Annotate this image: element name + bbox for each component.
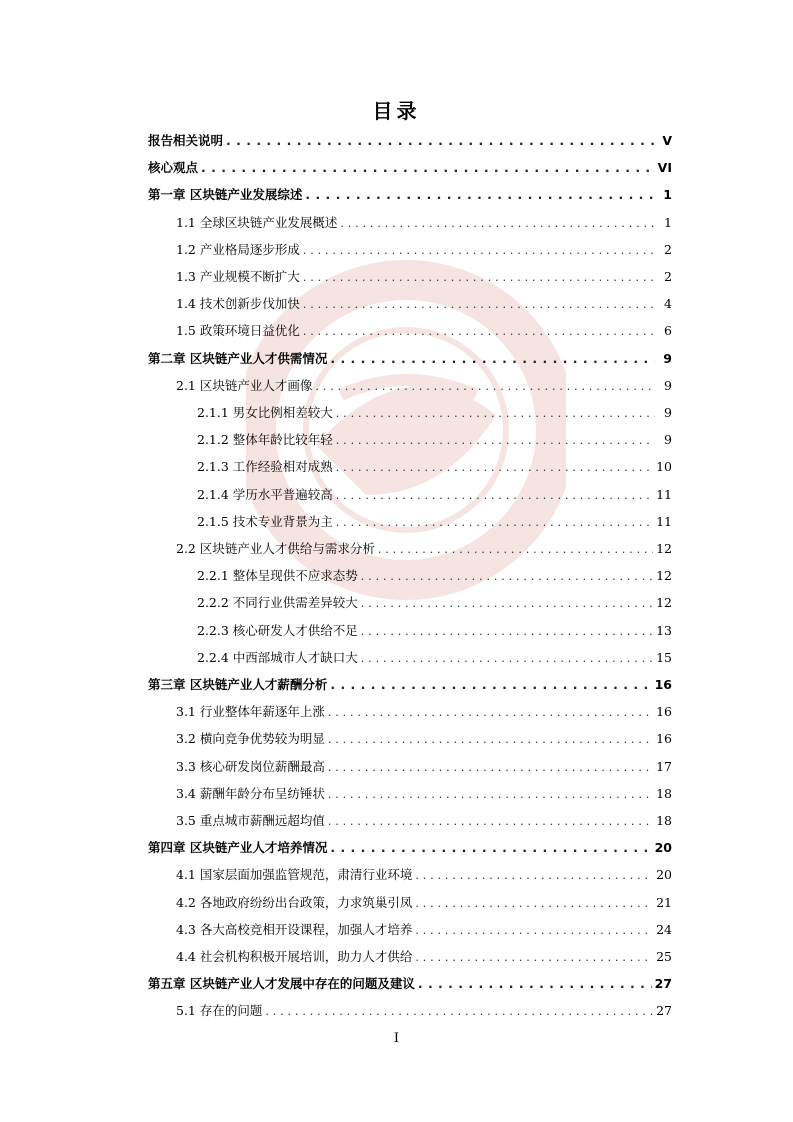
toc-leader-dots	[361, 565, 653, 589]
toc-entry-label: 2.1 区块链产业人才画像	[176, 377, 313, 393]
toc-entry-label: 4.2 各地政府纷纷出台政策，力求筑巢引凤	[176, 894, 413, 910]
toc-entry-page: 20	[656, 867, 672, 883]
toc-entry-page: 10	[656, 459, 672, 475]
toc-entry[interactable]	[176, 755, 672, 779]
toc-leader-dots	[303, 320, 655, 344]
toc-leader-dots	[328, 756, 653, 780]
toc-entry-page: 1	[663, 187, 672, 203]
toc-entry-label: 2.1.4 学历水平普遍较高	[197, 486, 333, 502]
toc-leader-dots	[328, 810, 653, 834]
toc-entry-page: 16	[656, 731, 672, 747]
toc-leader-dots	[330, 673, 651, 697]
toc-entry-label: 2.1.3 工作经验相对成熟	[197, 459, 333, 475]
toc-leader-dots	[415, 892, 653, 916]
toc-entry-page: VI	[657, 160, 672, 176]
toc-entry-page: 9	[664, 405, 672, 420]
toc-entry-page: 11	[656, 513, 672, 529]
toc-title: 目录	[372, 99, 421, 123]
toc-leader-dots	[336, 511, 653, 535]
toc-entry[interactable]	[148, 673, 672, 697]
toc-leader-dots	[415, 919, 653, 943]
toc-entry-label: 2.1.5 技术专业背景为主	[197, 513, 333, 529]
toc-entry[interactable]	[148, 347, 672, 371]
toc-entry-label: 4.3 各大高校竞相开设课程，加强人才培养	[176, 921, 413, 937]
toc-entry[interactable]	[176, 374, 672, 398]
toc-leader-dots	[415, 864, 653, 888]
toc-entry-label: 2.2.3 核心研发人才供给不足	[197, 622, 358, 638]
toc-entry-page: 11	[656, 486, 672, 502]
toc-entry[interactable]	[197, 591, 672, 615]
toc-entry[interactable]	[176, 292, 672, 316]
toc-entry-label: 3.4 薪酬年龄分布呈纺锤状	[176, 785, 325, 801]
toc-leader-dots	[336, 429, 655, 453]
page-number-footer: I	[393, 1031, 400, 1046]
toc-entry-page: 20	[654, 840, 672, 856]
toc-leader-dots	[315, 375, 655, 399]
toc-entry[interactable]	[197, 401, 672, 425]
toc-leader-dots	[305, 183, 655, 207]
toc-entry[interactable]	[197, 564, 672, 588]
toc-leader-dots	[330, 347, 655, 371]
toc-entry[interactable]	[148, 156, 672, 180]
toc-entry-page: 27	[656, 1003, 672, 1019]
toc-entry-page: 9	[664, 377, 672, 393]
toc-entry[interactable]	[176, 945, 672, 969]
toc-leader-dots	[418, 972, 652, 996]
toc-entry[interactable]	[176, 918, 672, 942]
toc-entry-page: 25	[656, 949, 672, 964]
toc-entry[interactable]	[176, 782, 672, 806]
toc-entry-label: 3.3 核心研发岗位薪酬最高	[176, 758, 325, 774]
toc-leader-dots	[328, 728, 653, 752]
toc-entry-label: 第三章 区块链产业人才薪酬分析	[148, 677, 328, 692]
toc-entry-label: 第五章 区块链产业人才发展中存在的问题及建议	[148, 976, 415, 992]
toc-entry-label: 1.4 技术创新步伐加快	[176, 296, 300, 312]
toc-entry[interactable]	[197, 646, 672, 670]
toc-entry-label: 2.1.1 男女比例相差较大	[197, 405, 333, 420]
toc-leader-dots	[336, 456, 653, 480]
toc-entry[interactable]	[176, 809, 672, 833]
toc-entry-page: 18	[656, 813, 672, 828]
toc-entry-page: 2	[664, 269, 672, 284]
toc-leader-dots	[201, 156, 655, 180]
toc-leader-dots	[328, 701, 653, 725]
toc-entry-label: 第二章 区块链产业人才供需情况	[148, 350, 328, 366]
toc-entry-page: 13	[656, 622, 672, 638]
toc-entry-label: 1.3 产业规模不断扩大	[176, 269, 300, 284]
toc-leader-dots	[340, 212, 655, 236]
toc-leader-dots	[265, 1000, 653, 1024]
toc-entry[interactable]	[148, 129, 672, 153]
toc-entry-page: 17	[656, 758, 672, 774]
toc-entry-label: 3.1 行业整体年薪逐年上涨	[176, 704, 325, 720]
toc-entry-label: 报告相关说明	[148, 133, 224, 148]
toc-leader-dots	[226, 129, 655, 153]
toc-entry[interactable]	[176, 537, 672, 561]
toc-entry[interactable]	[197, 455, 672, 479]
toc-entry[interactable]	[197, 483, 672, 507]
toc-entry-label: 4.1 国家层面加强监管规范，肃清行业环境	[176, 867, 413, 883]
toc-entry-page: V	[662, 133, 672, 148]
toc-entry-page: 9	[664, 432, 672, 448]
toc-entry-label: 2.1.2 整体年龄比较年轻	[197, 432, 333, 448]
toc-entry-label: 第四章 区块链产业人才培养情况	[148, 840, 328, 856]
toc-leader-dots	[303, 293, 655, 317]
toc-leader-dots	[361, 620, 653, 644]
toc-leader-dots	[328, 783, 653, 807]
toc-entry[interactable]	[176, 863, 672, 887]
toc-entry-page: 27	[654, 976, 672, 992]
toc-entry-page: 12	[656, 595, 672, 611]
toc-entry-label: 1.2 产业格局逐步形成	[176, 241, 300, 257]
toc-entry-label: 1.1 全球区块链产业发展概述	[176, 214, 338, 230]
toc-entry-page: 15	[656, 649, 672, 665]
toc-entry[interactable]	[197, 510, 672, 534]
toc-entry-page: 12	[656, 568, 672, 584]
toc-entry-label: 5.1 存在的问题	[176, 1003, 263, 1019]
toc-entry[interactable]	[176, 265, 672, 289]
toc-leader-dots	[415, 946, 653, 970]
toc-entry[interactable]	[148, 183, 672, 207]
toc-entry[interactable]	[176, 211, 672, 235]
toc-entry-label: 4.4 社会机构积极开展培训，助力人才供给	[176, 949, 413, 964]
toc-entry[interactable]	[197, 619, 672, 643]
toc-entry-page: 1	[664, 214, 672, 230]
toc-entry[interactable]	[148, 836, 672, 860]
toc-entry-page: 2	[664, 241, 672, 257]
toc-entry-label: 2.2.2 不同行业供需差异较大	[197, 595, 358, 611]
toc-entry-page: 4	[664, 296, 672, 312]
toc-entry-page: 6	[664, 323, 672, 339]
toc-leader-dots	[303, 239, 655, 263]
toc-leader-dots	[378, 538, 653, 562]
toc-entry-label: 2.2 区块链产业人才供给与需求分析	[176, 541, 375, 556]
toc-entry[interactable]	[176, 238, 672, 262]
toc-entry-label: 核心观点	[148, 160, 199, 176]
toc-entry[interactable]	[176, 891, 672, 915]
toc-entry[interactable]	[176, 319, 672, 343]
toc-entry-label: 3.5 重点城市薪酬远超均值	[176, 813, 325, 828]
toc-entry-label: 第一章 区块链产业发展综述	[148, 187, 303, 203]
toc-entry-page: 21	[656, 894, 672, 910]
toc-leader-dots	[336, 402, 655, 426]
toc-entry[interactable]	[148, 972, 672, 996]
toc-entry-label: 3.2 横向竞争优势较为明显	[176, 731, 325, 747]
toc-entry-label: 2.2.4 中西部城市人才缺口大	[197, 649, 358, 665]
toc-leader-dots	[361, 647, 653, 671]
toc-leader-dots	[336, 484, 653, 508]
toc-entry-label: 1.5 政策环境日益优化	[176, 323, 300, 339]
toc-entry-page: 24	[656, 921, 672, 937]
toc-entry-label: 2.2.1 整体呈现供不应求态势	[197, 568, 358, 584]
toc-leader-dots	[303, 266, 655, 290]
toc-entry-page: 18	[656, 785, 672, 801]
toc-entry[interactable]	[176, 700, 672, 724]
toc-leader-dots	[330, 836, 651, 860]
toc-leader-dots	[361, 592, 653, 616]
toc-entry-page: 9	[663, 350, 672, 366]
toc-entry[interactable]	[176, 727, 672, 751]
toc-entry-page: 12	[656, 541, 672, 556]
toc-entry[interactable]	[197, 428, 672, 452]
toc-entry[interactable]	[176, 999, 672, 1023]
toc-entry-page: 16	[654, 677, 672, 692]
toc-entry-page: 16	[656, 704, 672, 720]
